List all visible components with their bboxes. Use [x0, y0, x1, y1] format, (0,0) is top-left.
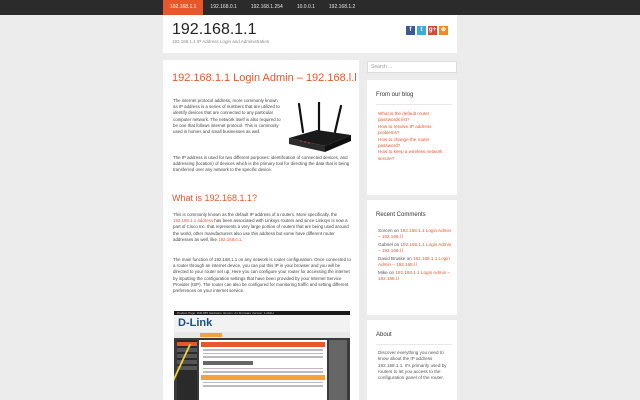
- nav-item[interactable]: 192.168.1.254: [250, 4, 283, 10]
- widget-about: [367, 320, 457, 400]
- screenshot-topbar: Product Page: DIR-655 Hardware Version: A1 Firmware Version: 1.21EU: [174, 311, 350, 315]
- widget-title: From our blog: [376, 92, 414, 98]
- screenshot-help-panel: [329, 340, 347, 400]
- widget-title: About: [376, 332, 392, 338]
- about-text: Discover everything you need to know about the IP address 192.168.1.1. It's primarily used by routers to let you access to the configuration panel of the router.: [378, 350, 447, 381]
- widget-recent-comments: [367, 200, 457, 315]
- router-image: [285, 102, 353, 156]
- alt-address-link[interactable]: 192.168.0.1: [218, 236, 242, 242]
- site-title[interactable]: 192.168.1.1: [172, 21, 257, 38]
- blog-link[interactable]: What is the default router passwords list?: [378, 111, 430, 123]
- post-title[interactable]: 192.168.1.1 Login Admin – 192.168.l.l: [172, 72, 357, 84]
- nav-item[interactable]: 10.0.0.1: [296, 4, 315, 10]
- social-links: [406, 26, 448, 35]
- dlink-logo: D-Link: [178, 317, 213, 329]
- screenshot-content: [199, 340, 327, 400]
- googleplus-icon[interactable]: g+: [428, 27, 437, 33]
- widget-blog: [367, 80, 457, 195]
- screenshot-brand-area: [174, 315, 350, 332]
- comment-item: Mike on 192.168.1.1 Login Admin – 192.168.l.l: [378, 269, 451, 282]
- facebook-icon[interactable]: f: [406, 26, 415, 35]
- section-heading: What is 192.168.1.1?: [172, 193, 258, 203]
- blog-link[interactable]: How to resolve IP address problems?: [378, 123, 432, 136]
- nav-item[interactable]: 192.168.0.1: [210, 4, 237, 10]
- comment-item: David Bruske on 192.168.1.1 Login Admin – 192.168.l.l: [378, 255, 450, 268]
- main-content: [163, 60, 359, 400]
- screenshot-tab-active: [200, 333, 222, 337]
- top-navigation: [0, 0, 640, 15]
- router-admin-screenshot: [174, 311, 350, 400]
- nav-item[interactable]: 192.168.1.2: [328, 4, 356, 10]
- nav-item[interactable]: 192.168.1.1: [163, 0, 203, 15]
- site-description: 192.168.1.1 IP Address Login and Administration: [172, 39, 270, 44]
- search-input[interactable]: Search ...: [367, 61, 457, 73]
- widget-title: Recent Comments: [376, 212, 426, 218]
- address-link[interactable]: 192.168.1.1 address: [173, 218, 214, 224]
- paragraph-purpose: The IP address is used for two different purposes: identification of connected devices, and addressing (location) of devices which is the primary tool for directing the data that is being transferred over any network to the specific device.: [173, 155, 350, 173]
- comment-item: Sorcen on 192.168.1.1 Login Admin – 192.168.l.l: [378, 228, 452, 240]
- comment-item: Gabriel on 192.168.1.1 Login Admin – 192.168.l.l: [378, 241, 452, 254]
- paragraph-what-is: This is commonly known as the default IP address of a routers. More specifically, the 192.168.1.1 address has been associated with Linksys routers and since Linksys is now a part of Cisco Inc. that represents a very large portion of routers that are being used around the world, other manufacturers also use this address but some have different router addresses as well, like 192.168.0.1.: [173, 212, 349, 242]
- rss-icon[interactable]: ⊕: [440, 27, 447, 33]
- paragraph-function: The main function of 192.168.1.1 on any network is router configuration. Once connected to a router through an internet device, you can put this IP in your browser and you will be directed to your router set up. Here you can configure your router for accessing the internet by inputting the configuration settings that have been provided by your Internet Service Provider (ISP). The router can also be configured for monitoring traffic and setting different preferences on your internet service.: [173, 257, 351, 294]
- blog-link[interactable]: How to change the router password?: [378, 136, 430, 148]
- paragraph-intro: The internet protocol address, more commonly known as IP address is a series of numbers that are utilized to identify devices that are connected to any particular computer network. The network itself is also required to be one that follows internet protocol. This is commonly used in homes and small businesses as well.: [173, 98, 281, 135]
- blog-link[interactable]: How to keep a wireless network secure?: [378, 149, 443, 161]
- twitter-icon[interactable]: t: [417, 26, 426, 35]
